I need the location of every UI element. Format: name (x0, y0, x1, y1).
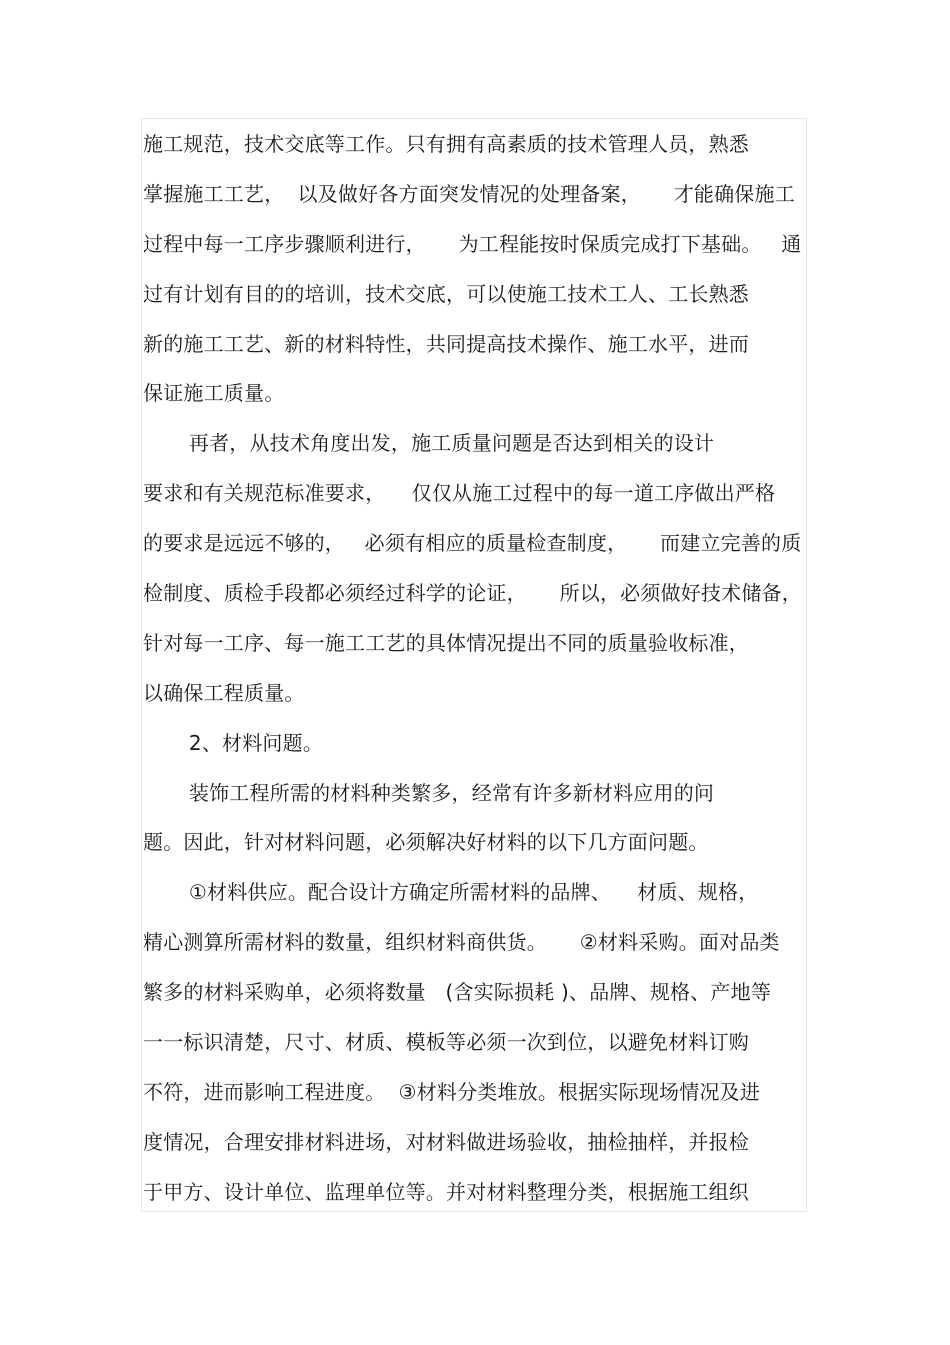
document-body (143, 120, 813, 1218)
text-line: 过程中每一工序步骤顺利进行， 为工程能按时保质完成打下基础。 通 (143, 231, 802, 256)
text-line: 精心测算所需材料的数量，组织材料商供货。 ②材料采购。面对品类 (143, 930, 780, 955)
text-line: 针对每一工序、每一施工工艺的具体情况提出不同的质量验收标准， (143, 630, 749, 655)
text-line: 不符，进而影响工程进度。 ③材料分类堆放。根据实际现场情况及进 (143, 1079, 761, 1104)
text-line: 度情况，合理安排材料进场，对材料做进场验收，抽检抽样，并报检 (143, 1129, 749, 1154)
text-line: 题。因此，针对材料问题，必须解决好材料的以下几方面问题。 (143, 830, 709, 855)
text-line: 保证施工质量。 (143, 381, 285, 406)
text-line: 以确保工程质量。 (143, 680, 305, 705)
text-line: 施工规范，技术交底等工作。只有拥有高素质的技术管理人员，熟悉 (143, 132, 749, 156)
text-line: 检制度、质检手段都必须经过科学的论证， 所以，必须做好技术储备， (143, 581, 802, 606)
text-line: ①材料供应。配合设计方确定所需材料的品牌、 材质、规格， (143, 880, 759, 905)
text-line: 于甲方、设计单位、监理单位等。并对材料整理分类，根据施工组织 (143, 1179, 749, 1204)
text-line: 新的施工工艺、新的材料特性，共同提高技术操作、施工水平，进而 (143, 331, 749, 356)
section-heading: 2、材料问题。 (143, 730, 324, 755)
text-line: 掌握施工工艺， 以及做好各方面突发情况的处理备案， 才能确保施工 (143, 181, 795, 206)
text-line: 装饰工程所需的材料种类繁多，经常有许多新材料应用的问 (143, 780, 715, 805)
text-line: 繁多的材料采购单，必须将数量 (含实际损耗 )、品牌、规格、产地等 (143, 980, 772, 1005)
text-line: 过有计划有目的的培训，技术交底，可以使施工技术工人、工长熟悉 (143, 281, 749, 306)
text-line: 要求和有关规范标准要求， 仅仅从施工过程中的每一道工序做出严格 (143, 481, 776, 506)
text-line: 一一标识清楚，尺寸、材质、模板等必须一次到位，以避免材料订购 (143, 1030, 749, 1055)
text-line: 再者，从技术角度出发，施工质量问题是否达到相关的设计 (143, 431, 715, 456)
text-line: 的要求是远远不够的， 必须有相应的质量检查制度， 而建立完善的质 (143, 531, 802, 556)
